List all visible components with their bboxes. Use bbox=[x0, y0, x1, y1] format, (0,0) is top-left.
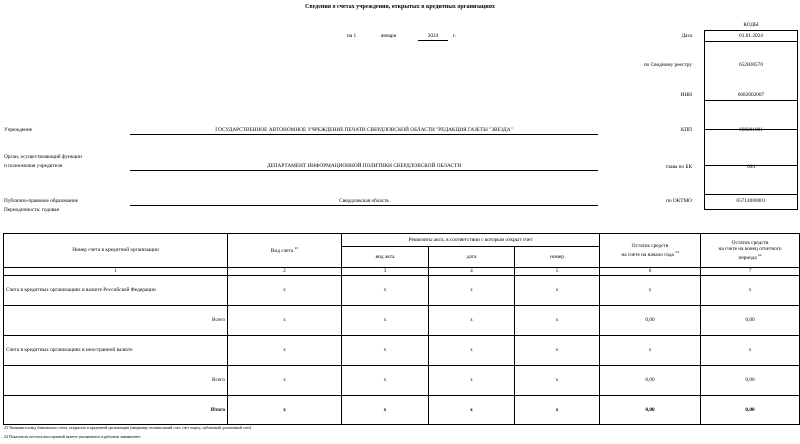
footnote-23: 23 Указывается вид банковского счета, открытого в кредитной организации (например, номинальный счет, счет эскроу, публичный депозитный счет). bbox=[4, 426, 253, 430]
table-cell: x bbox=[429, 396, 515, 425]
table-cell: x bbox=[515, 336, 600, 366]
table-row bbox=[4, 366, 800, 396]
date-month: января bbox=[381, 33, 397, 39]
code-registry-value: 652Ю0570 bbox=[739, 62, 763, 68]
table-cell: 0,00 bbox=[600, 366, 701, 396]
table-cell: x bbox=[342, 396, 429, 425]
date-year: 2024 bbox=[427, 33, 439, 39]
table-cell: x bbox=[515, 276, 600, 306]
label-date: Дата bbox=[681, 33, 692, 39]
header-start-balance bbox=[600, 234, 701, 268]
code-oktmo-value: 65714000001 bbox=[736, 198, 766, 204]
code-inn-value: 6682002087 bbox=[737, 92, 765, 98]
table-cell: x bbox=[429, 276, 515, 306]
table-cell: x bbox=[701, 336, 800, 366]
authority-value: ДЕПАРТАМЕНТ ИНФОРМАЦИОННОЙ ПОЛИТИКИ СВЕРДЛОВСКОЙ ОБЛАСТИ bbox=[266, 163, 462, 169]
row-label: Всего bbox=[4, 306, 228, 336]
accounts-table bbox=[3, 233, 800, 425]
table-cell: x bbox=[342, 336, 429, 366]
header-requisites: Реквизиты акта, в соответствии с которым открыт счет bbox=[342, 234, 600, 247]
table-cell: x bbox=[342, 276, 429, 306]
municipality-value: Свердловская область bbox=[339, 198, 389, 204]
label-inn: ИНН bbox=[680, 92, 692, 98]
table-cell: 0,00 bbox=[600, 396, 701, 425]
authority-label-2: и полномочия учредителя bbox=[4, 163, 63, 169]
table-cell: x bbox=[600, 276, 701, 306]
header-account-type bbox=[228, 234, 342, 268]
table-cell: x bbox=[342, 366, 429, 396]
table-cell: x bbox=[429, 336, 515, 366]
header-start-balance-line2: на счете на начало года bbox=[621, 251, 674, 258]
label-bk: глава по БК bbox=[665, 164, 692, 170]
table-cell: 0,00 bbox=[701, 366, 800, 396]
date-prefix: на 1 bbox=[347, 33, 357, 39]
table-cell: 0,00 bbox=[701, 396, 800, 425]
label-registry: по Сводному реестру bbox=[643, 62, 692, 68]
footnote-mark-24: 24 bbox=[675, 249, 679, 254]
header-account-number: Номер счета в кредитной организации bbox=[4, 234, 228, 268]
table-cell: x bbox=[228, 276, 342, 306]
municipality-underline bbox=[130, 205, 598, 206]
row-label: Счета в кредитных организациях в иностранной валюте bbox=[4, 336, 228, 366]
footnote-24: 24 Показатели счетов в иностранной валюте указываются в рублевом эквиваленте. bbox=[4, 435, 142, 439]
code-date-value: 01.01.2024 bbox=[739, 33, 763, 39]
row-label-total: Итого bbox=[4, 396, 228, 425]
header-end-balance-line3: периода bbox=[738, 254, 757, 261]
header-start-balance-line1: Остаток средств bbox=[631, 243, 669, 249]
table-cell: x bbox=[515, 366, 600, 396]
header-date: дата bbox=[429, 247, 515, 268]
table-cell: 0,00 bbox=[701, 306, 800, 336]
table-row bbox=[4, 276, 800, 306]
table-cell: 0,00 bbox=[600, 306, 701, 336]
institution-value: ГОСУДАРСТВЕННОЕ АВТОНОМНОЕ УЧРЕЖДЕНИЕ ПЕЧАТИ СВЕРДЛОВСКОЙ ОБЛАСТИ "РЕДАКЦИЯ ГАЗЕТЫ "ЗВЕЗДА" bbox=[215, 127, 513, 133]
row-label: Всего bbox=[4, 366, 228, 396]
header-end-balance-line2: на счете на конец отчетного bbox=[718, 246, 782, 253]
table-cell: x bbox=[701, 276, 800, 306]
date-year-suffix: г. bbox=[453, 33, 456, 39]
codes-label: КОДЫ bbox=[743, 22, 759, 28]
periodicity-label: Периодичность: годовая bbox=[4, 207, 59, 213]
table-cell: x bbox=[228, 306, 342, 336]
institution-underline bbox=[130, 134, 598, 135]
column-number: 7 bbox=[701, 268, 800, 276]
table-row bbox=[4, 306, 800, 336]
codes-divider bbox=[705, 100, 797, 101]
code-bk-value: 064 bbox=[747, 164, 755, 170]
header-account-type-text: Вид счета bbox=[270, 248, 294, 255]
codes-divider bbox=[705, 194, 797, 195]
table-cell: x bbox=[515, 306, 600, 336]
column-number: 4 bbox=[429, 268, 515, 276]
page-title: Сведения о счетах учреждения, открытых в кредитных организациях bbox=[305, 4, 495, 10]
header-end-balance bbox=[701, 234, 800, 268]
codes-box bbox=[704, 30, 798, 210]
table-cell: x bbox=[515, 396, 600, 425]
footnote-mark-24: 24 bbox=[758, 252, 762, 257]
column-number: 1 bbox=[4, 268, 228, 276]
header-number: номер bbox=[515, 247, 600, 268]
table-cell: x bbox=[429, 306, 515, 336]
table-cell: x bbox=[228, 336, 342, 366]
authority-label-1: Орган, осуществляющий функции bbox=[4, 154, 82, 160]
footnote-mark-23: 23 bbox=[294, 246, 299, 251]
year-underline bbox=[418, 40, 448, 41]
column-number: 6 bbox=[600, 268, 701, 276]
column-number: 3 bbox=[342, 268, 429, 276]
column-number: 2 bbox=[228, 268, 342, 276]
label-oktmo: по ОКТМО bbox=[666, 198, 692, 204]
table-cell: x bbox=[429, 366, 515, 396]
table-cell: x bbox=[600, 336, 701, 366]
codes-divider bbox=[705, 41, 797, 42]
table-cell: x bbox=[342, 306, 429, 336]
code-kpp-value: 668201001 bbox=[739, 127, 763, 133]
table-row bbox=[4, 336, 800, 366]
table-cell: x bbox=[228, 366, 342, 396]
institution-label: Учреждение bbox=[4, 127, 33, 133]
column-number: 5 bbox=[515, 268, 600, 276]
row-label: Счета в кредитных организациях в валюте Российской Федерации bbox=[4, 276, 228, 306]
municipality-label: Публично-правовое образование bbox=[4, 198, 79, 204]
header-act-type: вид акта bbox=[342, 247, 429, 268]
label-kpp: КПП bbox=[680, 127, 692, 133]
table-cell: x bbox=[228, 396, 342, 425]
header-end-balance-line1: Остаток средств bbox=[731, 239, 769, 246]
table-row bbox=[4, 396, 800, 425]
authority-underline bbox=[130, 170, 598, 171]
